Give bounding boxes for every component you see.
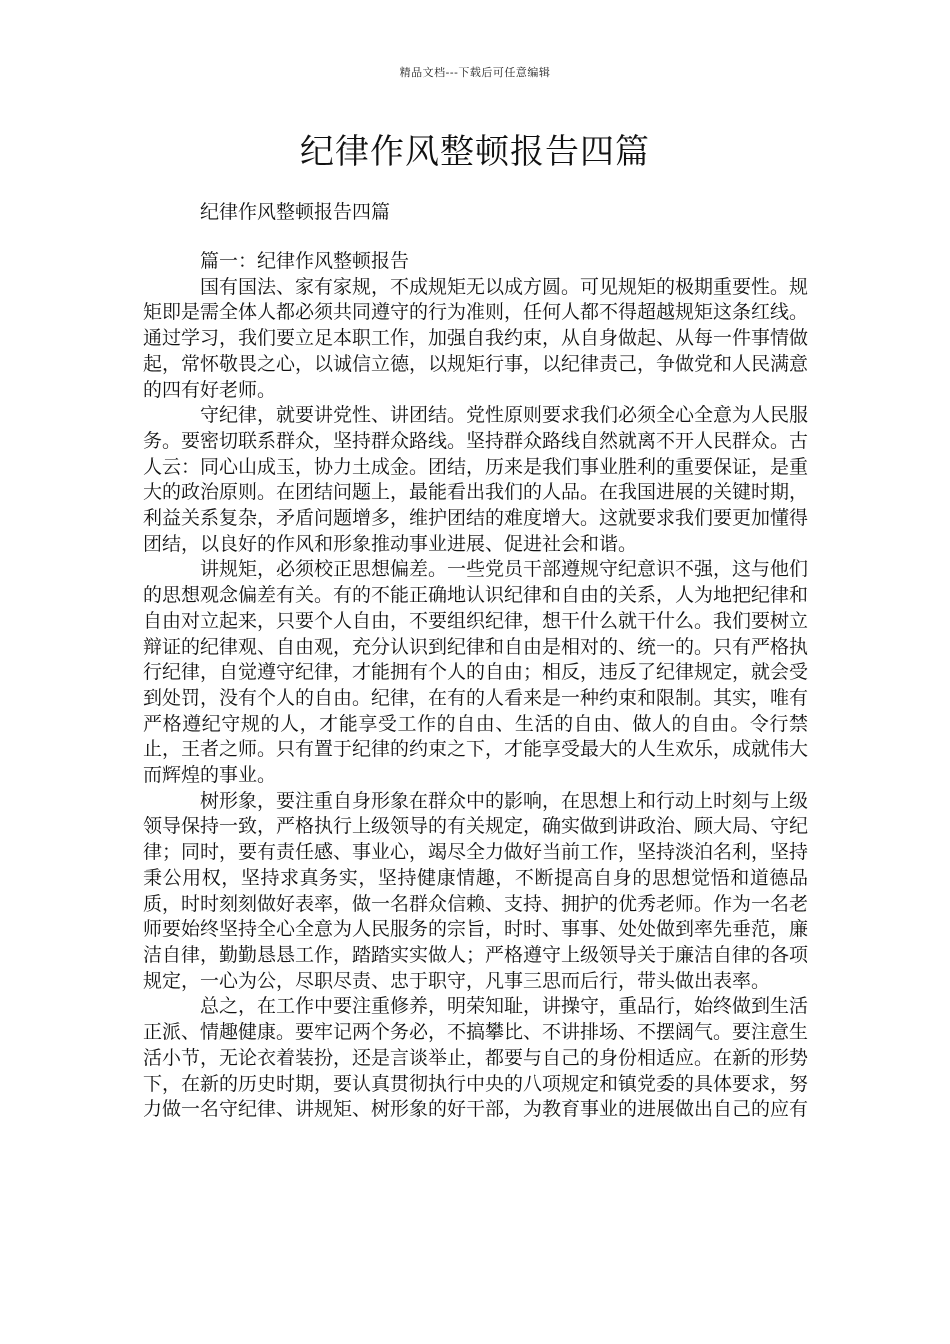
paragraph: 守纪律，就要讲党性、讲团结。党性原则要求我们必须全心全意为人民服务。要密切联系群众，坚持群众路线。坚持群众路线自然就离不开人民群众。古人云：同心山成玉，协力土成金。团结，历来是我们事业胜利的重要保证，是重大的政治原则。在团结问题上，最能看出我们的人品。在我国进展的关键时期，利益关系复杂，矛盾问题增多，维护团结的难度增大。这就要求我们要更加懂得团结，以良好的作风和形象推动事业进展、促进社会和谐。 <box>143 404 809 555</box>
paragraph: 树形象，要注重自身形象在群众中的影响，在思想上和行动上时刻与上级领导保持一致，严格执行上级领导的有关规定，确实做到讲政治、顾大局、守纪律；同时，要有责任感、事业心，竭尽全力做好当前工作，坚持淡泊名利，坚持秉公用权，坚持求真务实，坚持健康情趣，不断提高自身的思想觉悟和道德品质，时时刻刻做好表率，做一名群众信赖、支持、拥护的优秀老师。作为一名老师要始终坚持全心全意为人民服务的宗旨，时时、事事、处处做到率先垂范，廉洁自律，勤勤恳恳工作，踏踏实实做人；严格遵守上级领导关于廉洁自律的各项规定，一心为公，尽职尽责、忠于职守，凡事三思而后行，带头做出表率。 <box>143 789 809 992</box>
header-note: 精品文档---下载后可任意编辑 <box>399 66 551 79</box>
document-subtitle: 纪律作风整顿报告四篇 <box>200 201 391 223</box>
paragraph: 讲规矩，必须校正思想偏差。一些党员干部遵规守纪意识不强，这与他们的思想观念偏差有关。有的不能正确地认识纪律和自由的关系，人为地把纪律和自由对立起来，只要个人自由，不要组织纪律，想干什么就干什么。我们要树立辩证的纪律观、自由观，充分认识到纪律和自由是相对的、统一的。只有严格执行纪律，自觉遵守纪律，才能拥有个人的自由；相反，违反了纪律规定，就会受到处罚，没有个人的自由。纪律，在有的人看来是一种约束和限制。其实，唯有严格遵纪守规的人，才能享受工作的自由、生活的自由、做人的自由。令行禁止，王者之师。只有置于纪律的约束之下，才能享受最大的人生欢乐，成就伟大而辉煌的事业。 <box>143 558 809 787</box>
paragraph: 总之，在工作中要注重修养，明荣知耻，讲操守，重品行，始终做到生活正派、情趣健康。要牢记两个务必，不搞攀比、不讲排场、不摆阔气。要注意生活小节，无论衣着装扮，还是言谈举止，都要与自己的身份相适应。在新的形势下，在新的历史时期，要认真贯彻执行中央的八项规定和镇党委的具体要求，努力做一名守纪律、讲规矩、树形象的好干部，为教育事业的进展做出自己的应有 <box>143 995 809 1121</box>
section-heading: 篇一：纪律作风整顿报告 <box>200 250 410 272</box>
document-body <box>143 249 808 1123</box>
paragraph: 国有国法、家有家规，不成规矩无以成方圆。可见规矩的极期重要性。规矩即是需全体人都必须共同遵守的行为准则，任何人都不得超越规矩这条红线。通过学习，我们要立足本职工作，加强自我约束，从自身做起、从每一件事情做起，常怀敬畏之心，以诚信立德，以规矩行事，以纪律责己，争做党和人民满意的四有好老师。 <box>143 275 809 401</box>
document-title: 纪律作风整顿报告四篇 <box>300 132 650 172</box>
